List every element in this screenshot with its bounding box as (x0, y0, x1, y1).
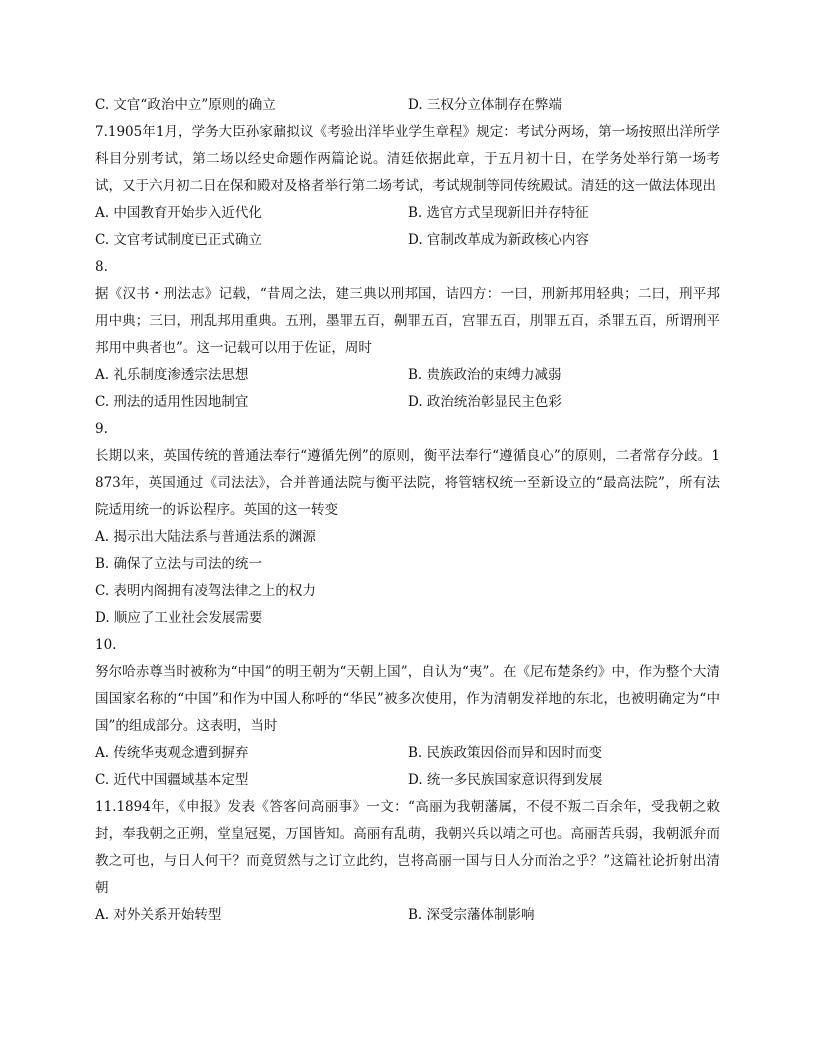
q10-options-row-2 (95, 767, 720, 794)
q8-options-row-2 (95, 389, 720, 416)
q9-number: 9. (95, 421, 108, 437)
q10-option-b: B. 民族政策因俗而异和因时而变 (408, 745, 603, 761)
q10-stem: 努尔哈赤尊当时被称为“中国”的明王朝为“天朝上国”，自认为“夷”。在《尼布楚条约》中，作为整个大清国国家名称的“中国”和作为中国人称呼的“华民”被多次使用，作为清朝发祥地的东北，也被明确定为“中国”的组成部分。这表明，当时 (95, 664, 720, 734)
q11-options-row-1 (95, 902, 720, 929)
q8-option-a: A. 礼乐制度渗透宗法思想 (95, 367, 249, 383)
q9-option-d: D. 顺应了工业社会发展需要 (95, 610, 263, 626)
q9-option-c: C. 表明内阁拥有凌驾法律之上的权力 (95, 583, 316, 599)
q7-option-a: A. 中国教育开始步入近代化 (95, 205, 262, 221)
q11-option-a: A. 对外关系开始转型 (95, 907, 222, 923)
q7-options-row-1 (95, 200, 720, 227)
q10-option-d: D. 统一多民族国家意识得到发展 (408, 772, 603, 788)
q7-options-row-2 (95, 227, 720, 254)
q10-options-row-1 (95, 740, 720, 767)
q8-option-c: C. 刑法的适用性因地制宜 (95, 394, 249, 410)
q10-number: 10. (95, 637, 117, 653)
q9-option-a: A. 揭示出大陆法系与普通法系的渊源 (95, 529, 316, 545)
q6-option-d: D. 三权分立体制存在弊端 (408, 97, 562, 113)
q11-stem: 11.1894年，《申报》发表《答客问高丽事》一文：“高丽为我朝藩属，不侵不叛二百余年，受我朝之敕封，奉我朝之正朔，堂皇冠冕，万国皆知。高丽有乱萌，我朝兴兵以靖之可也。高丽苦兵弱，我朝派弁而教之可也，与日人何干？而竟贸然与之订立此约，岂将高丽一国与日人分而治之乎？”这篇社论折射出清朝 (95, 799, 720, 896)
q8-option-b: B. 贵族政治的束缚力减弱 (408, 367, 562, 383)
q7-option-c: C. 文官考试制度已正式确立 (95, 232, 262, 248)
q7-option-d: D. 官制改革成为新政核心内容 (408, 232, 589, 248)
q8-options-row-1 (95, 362, 720, 389)
q6-options-row (95, 92, 720, 119)
q9-option-b: B. 确保了立法与司法的统一 (95, 556, 263, 572)
q7-stem: 7.1905年1月，学务大臣孙家鼐拟议《考验出洋毕业学生章程》规定：考试分两场，第一场按照出洋所学科目分别考试，第二场以经史命题作两篇论说。清廷依据此章，于五月初十日，在学务处举行第一场考试，又于六月初二日在保和殿对及格者举行第二场考试，考试规制等同传统殿试。清廷的这一做法体现出 (95, 124, 720, 194)
q6-option-c: C. 文官“政治中立”原则的确立 (95, 97, 276, 113)
q8-option-d: D. 政治统治彰显民主色彩 (408, 394, 562, 410)
exam-content (95, 92, 720, 929)
q8-stem: 据《汉书・刑法志》记载，“昔周之法，建三典以刑邦国，诘四方：一曰，刑新邦用轻典；二曰，刑平邦用中典；三曰，刑乱邦用重典。五刑，墨罪五百，劓罪五百，宫罪五百，刖罪五百，杀罪五百，所谓刑平邦用中典者也”。这一记载可以用于佐证，周时 (95, 286, 720, 356)
q10-option-a: A. 传统华夷观念遭到摒弃 (95, 745, 249, 761)
q8-number: 8. (95, 259, 108, 275)
q9-stem: 长期以来，英国传统的普通法奉行“遵循先例”的原则，衡平法奉行“遵循良心”的原则，二者常存分歧。1873年，英国通过《司法法》，合并普通法院与衡平法院，将管辖权统一至新设立的“最高法院”，所有法院适用统一的诉讼程序。英国的这一转变 (95, 448, 720, 518)
q7-option-b: B. 选官方式呈现新旧并存特征 (408, 205, 589, 221)
q11-option-b: B. 深受宗藩体制影响 (408, 907, 535, 923)
q10-option-c: C. 近代中国疆域基本定型 (95, 772, 249, 788)
